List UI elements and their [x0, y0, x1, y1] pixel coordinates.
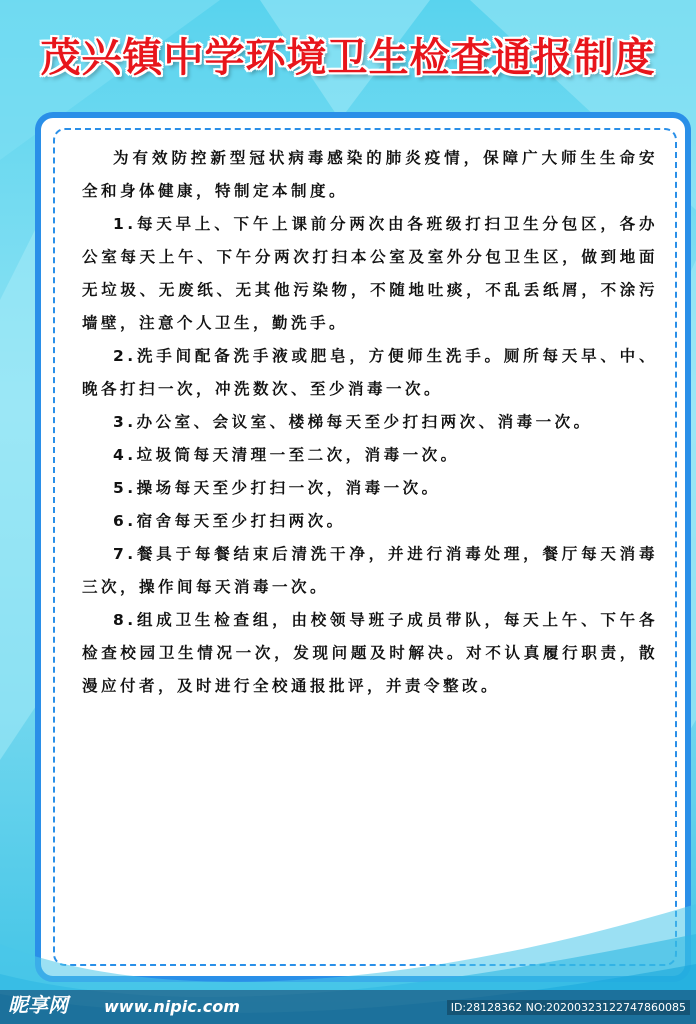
paragraph-rule-1: 1.每天早上、下午上课前分两次由各班级打扫卫生分包区，各办公室每天上午、下午分两次打扫本公室及室外分包卫生区，做到地面无垃圾、无废纸、无其他污染物，不随地吐痰，不乱丢纸屑，不涂污墙壁，注意个人卫生，勤洗手。	[82, 215, 658, 332]
paragraph-rule-5: 5.操场每天至少打扫一次，消毒一次。	[113, 479, 441, 497]
watermark-url: www.nipic.com	[104, 997, 240, 1016]
paragraph-rule-7: 7.餐具于每餐结束后清洗干净，并进行消毒处理，餐厅每天消毒三次，操作间每天消毒一次。	[82, 545, 658, 596]
paragraph-rule-6: 6.宿舍每天至少打扫两次。	[113, 512, 346, 530]
watermark-logo: 昵享网	[8, 993, 68, 1017]
paragraph-rule-3: 3.办公室、会议室、楼梯每天至少打扫两次、消毒一次。	[113, 413, 593, 431]
document-body	[82, 142, 658, 703]
paragraph-rule-4: 4.垃圾筒每天清理一至二次，消毒一次。	[113, 446, 460, 464]
page-title: 茂兴镇中学环境卫生检查通报制度	[40, 35, 656, 81]
watermark-id: ID:28128362 NO:20200323122747860085	[447, 1000, 690, 1015]
paragraph-rule-8: 8.组成卫生检查组，由校领导班子成员带队，每天上午、下午各检查校园卫生情况一次，发现问题及时解决。对不认真履行职责，散漫应付者，及时进行全校通报批评，并责令整改。	[82, 611, 658, 695]
paragraph-rule-2: 2.洗手间配备洗手液或肥皂，方便师生洗手。厕所每天早、中、晚各打扫一次，冲洗数次、至少消毒一次。	[82, 347, 658, 398]
paragraph-intro: 为有效防控新型冠状病毒感染的肺炎疫情，保障广大师生生命安全和身体健康，特制定本制度。	[82, 149, 658, 200]
watermark-bar	[0, 990, 696, 1024]
